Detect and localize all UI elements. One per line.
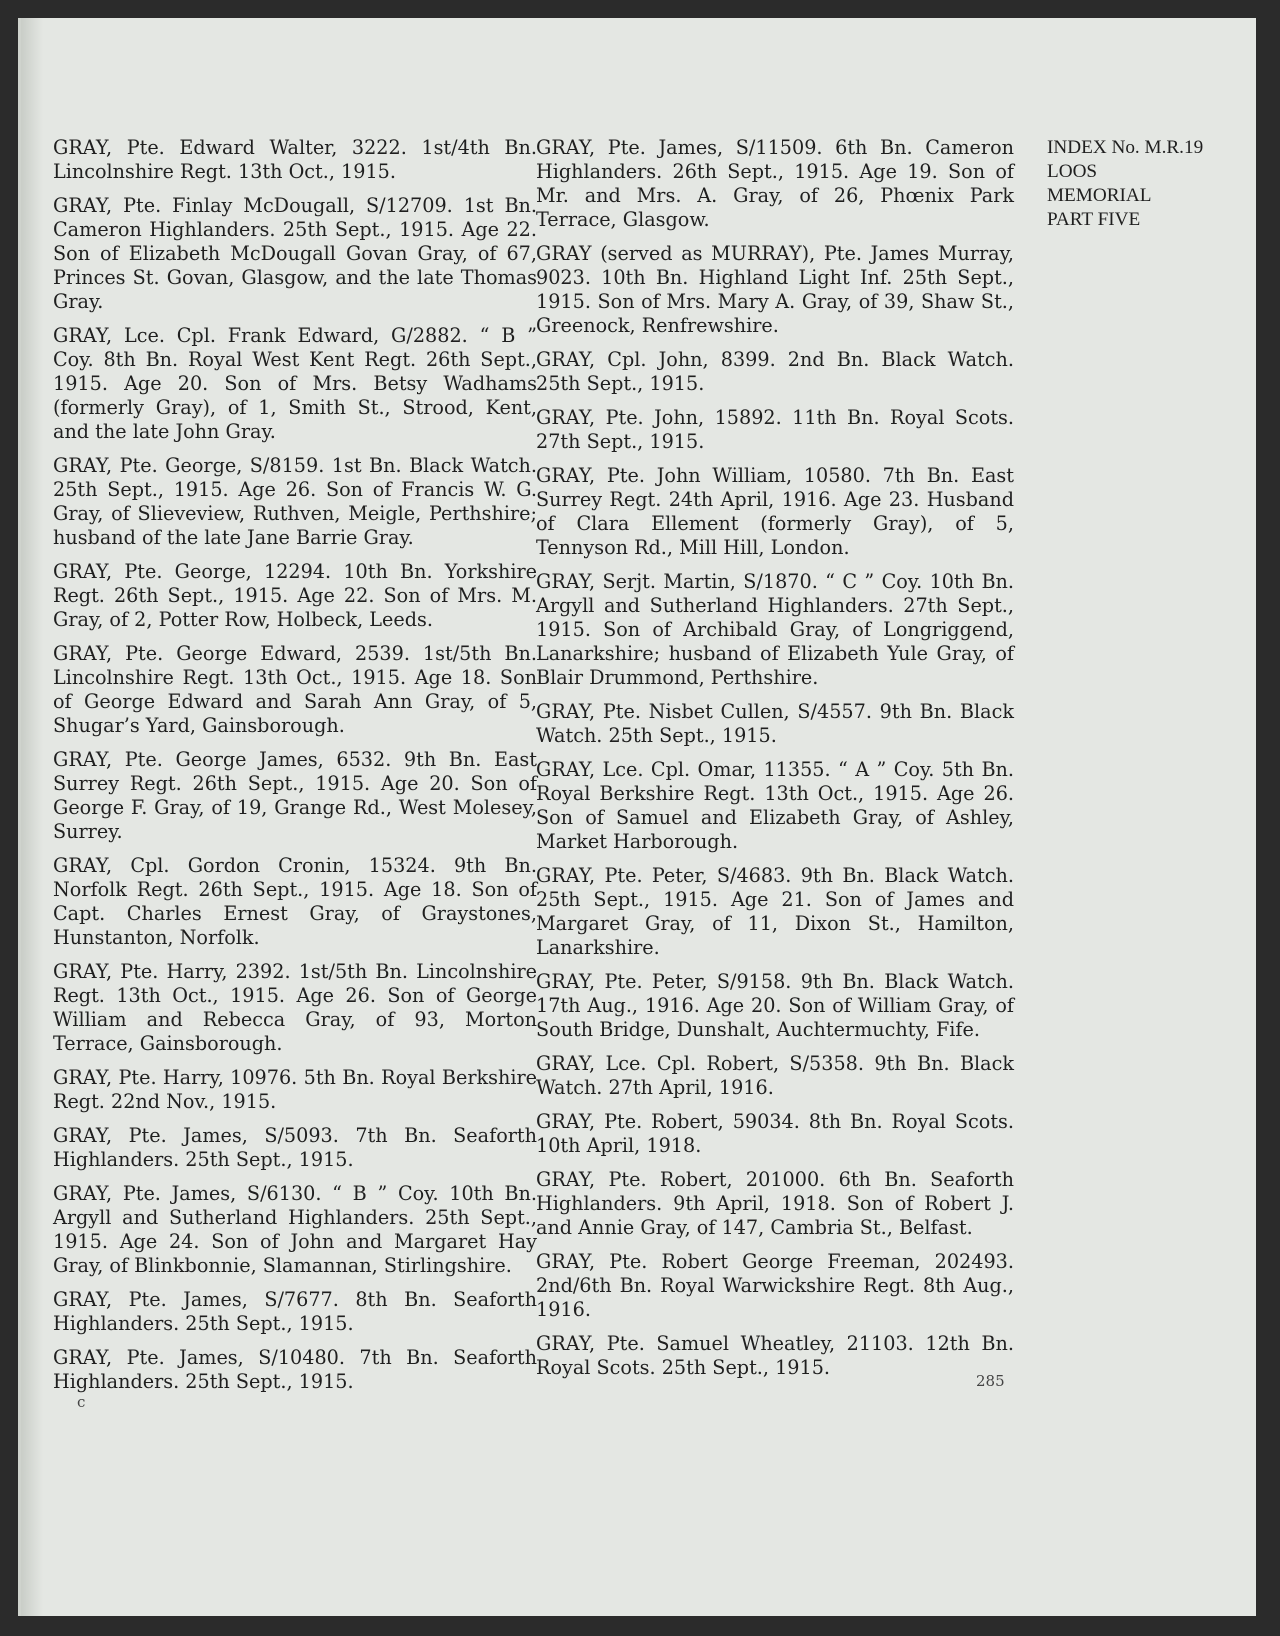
list-item: GRAY, Pte. Harry, 2392. 1st/5th Bn. Lincolnshire Regt. 13th Oct., 1915. Age 26. Son of George William and Rebecca Gray, of 93, Morton Terrace, Gainsborough. xyxy=(53,960,537,1055)
list-item: GRAY, Pte. James, S/7677. 8th Bn. Seaforth Highlanders. 25th Sept., 1915. xyxy=(53,1288,537,1335)
list-item: GRAY, Pte. Harry, 10976. 5th Bn. Royal Berkshire Regt. 22nd Nov., 1915. xyxy=(53,1066,537,1113)
index-number: INDEX No. M.R.19 xyxy=(1047,137,1204,158)
list-item: GRAY, Pte. John William, 10580. 7th Bn. East Surrey Regt. 24th April, 1916. Age 23. Husband of Clara Ellement (formerly Gray), of 5, Tennyson Rd., Mill Hill, London. xyxy=(536,464,1014,559)
list-item: GRAY, Cpl. John, 8399. 2nd Bn. Black Watch. 25th Sept., 1915. xyxy=(536,348,1014,395)
right-column xyxy=(536,136,1014,1390)
list-item: GRAY, Pte. George James, 6532. 9th Bn. East Surrey Regt. 26th Sept., 1915. Age 20. Son of George F. Gray, of 19, Grange Rd., West Molesey, Surrey. xyxy=(53,748,537,843)
list-item: GRAY, Cpl. Gordon Cronin, 15324. 9th Bn. Norfolk Regt. 26th Sept., 1915. Age 18. Son of Capt. Charles Ernest Gray, of Graystones, Hunstanton, Norfolk. xyxy=(53,854,537,949)
list-item: GRAY, Lce. Cpl. Omar, 11355. “ A ” Coy. 5th Bn. Royal Berkshire Regt. 13th Oct., 1915. Age 26. Son of Samuel and Elizabeth Gray, of Ashley, Market Harborough. xyxy=(536,758,1014,853)
list-item: GRAY, Lce. Cpl. Frank Edward, G/2882. “ B ” Coy. 8th Bn. Royal West Kent Regt. 26th Sept., 1915. Age 20. Son of Mrs. Betsy Wadhams (formerly Gray), of 1, Smith St., Strood, Kent, and the late John Gray. xyxy=(53,324,537,443)
list-item: GRAY (served as MURRAY), Pte. James Murray, 9023. 10th Bn. Highland Light Inf. 25th Sept., 1915. Son of Mrs. Mary A. Gray, of 39, Shaw St., Greenock, Renfrewshire. xyxy=(536,242,1014,337)
binding-edge xyxy=(21,18,43,1616)
document-page xyxy=(18,18,1256,1616)
page-number: 285 xyxy=(976,1372,1005,1390)
index-heading xyxy=(1047,136,1247,232)
list-item: GRAY, Pte. Peter, S/9158. 9th Bn. Black Watch. 17th Aug., 1916. Age 20. Son of William Gray, of South Bridge, Dunshalt, Auchtermuchty, Fife. xyxy=(536,970,1014,1041)
part-label: PART FIVE xyxy=(1047,209,1141,230)
signature-mark: c xyxy=(77,1393,86,1411)
memorial-label: MEMORIAL xyxy=(1047,185,1152,206)
list-item: GRAY, Pte. John, 15892. 11th Bn. Royal Scots. 27th Sept., 1915. xyxy=(536,406,1014,453)
list-item: GRAY, Pte. Robert, 59034. 8th Bn. Royal Scots. 10th April, 1918. xyxy=(536,1110,1014,1157)
list-item: GRAY, Pte. James, S/6130. “ B ” Coy. 10th Bn. Argyll and Sutherland Highlanders. 25th Sept., 1915. Age 24. Son of John and Margaret Hay Gray, of Blinkbonnie, Slamannan, Stirlingshire. xyxy=(53,1182,537,1277)
memorial-name: LOOS xyxy=(1047,161,1098,182)
list-item: GRAY, Pte. Robert George Freeman, 202493. 2nd/6th Bn. Royal Warwickshire Regt. 8th Aug., 1916. xyxy=(536,1250,1014,1321)
list-item: GRAY, Pte. James, S/5093. 7th Bn. Seaforth Highlanders. 25th Sept., 1915. xyxy=(53,1124,537,1171)
left-column xyxy=(53,136,537,1404)
list-item: GRAY, Pte. Peter, S/4683. 9th Bn. Black Watch. 25th Sept., 1915. Age 21. Son of James and Margaret Gray, of 11, Dixon St., Hamilton, Lanarkshire. xyxy=(536,864,1014,959)
list-item: GRAY, Pte. George, 12294. 10th Bn. Yorkshire Regt. 26th Sept., 1915. Age 22. Son of Mrs. M. Gray, of 2, Potter Row, Holbeck, Leeds. xyxy=(53,560,537,631)
list-item: GRAY, Pte. George Edward, 2539. 1st/5th Bn. Lincolnshire Regt. 13th Oct., 1915. Age 18. Son of George Edward and Sarah Ann Gray, of 5, Shugar’s Yard, Gainsborough. xyxy=(53,642,537,737)
list-item: GRAY, Lce. Cpl. Robert, S/5358. 9th Bn. Black Watch. 27th April, 1916. xyxy=(536,1052,1014,1099)
list-item: GRAY, Serjt. Martin, S/1870. “ C ” Coy. 10th Bn. Argyll and Sutherland Highlanders. 27th Sept., 1915. Son of Archibald Gray, of Longriggend, Lanarkshire; husband of Elizabeth Yule Gray, of Blair Drummond, Perthshire. xyxy=(536,570,1014,689)
list-item: GRAY, Pte. Nisbet Cullen, S/4557. 9th Bn. Black Watch. 25th Sept., 1915. xyxy=(536,700,1014,747)
list-item: GRAY, Pte. Finlay McDougall, S/12709. 1st Bn. Cameron Highlanders. 25th Sept., 1915. Age 22. Son of Elizabeth McDougall Govan Gray, of 67, Princes St. Govan, Glasgow, and the late Thomas Gray. xyxy=(53,194,537,313)
list-item: GRAY, Pte. James, S/11509. 6th Bn. Cameron Highlanders. 26th Sept., 1915. Age 19. Son of Mr. and Mrs. A. Gray, of 26, Phœnix Park Terrace, Glasgow. xyxy=(536,136,1014,231)
list-item: GRAY, Pte. Samuel Wheatley, 21103. 12th Bn. Royal Scots. 25th Sept., 1915. xyxy=(536,1332,1014,1379)
list-item: GRAY, Pte. Edward Walter, 3222. 1st/4th Bn. Lincolnshire Regt. 13th Oct., 1915. xyxy=(53,136,537,183)
list-item: GRAY, Pte. James, S/10480. 7th Bn. Seaforth Highlanders. 25th Sept., 1915. xyxy=(53,1346,537,1393)
list-item: GRAY, Pte. George, S/8159. 1st Bn. Black Watch. 25th Sept., 1915. Age 26. Son of Francis W. G. Gray, of Slieveview, Ruthven, Meigle, Perthshire; husband of the late Jane Barrie Gray. xyxy=(53,454,537,549)
list-item: GRAY, Pte. Robert, 201000. 6th Bn. Seaforth Highlanders. 9th April, 1918. Son of Robert J. and Annie Gray, of 147, Cambria St., Belfast. xyxy=(536,1168,1014,1239)
